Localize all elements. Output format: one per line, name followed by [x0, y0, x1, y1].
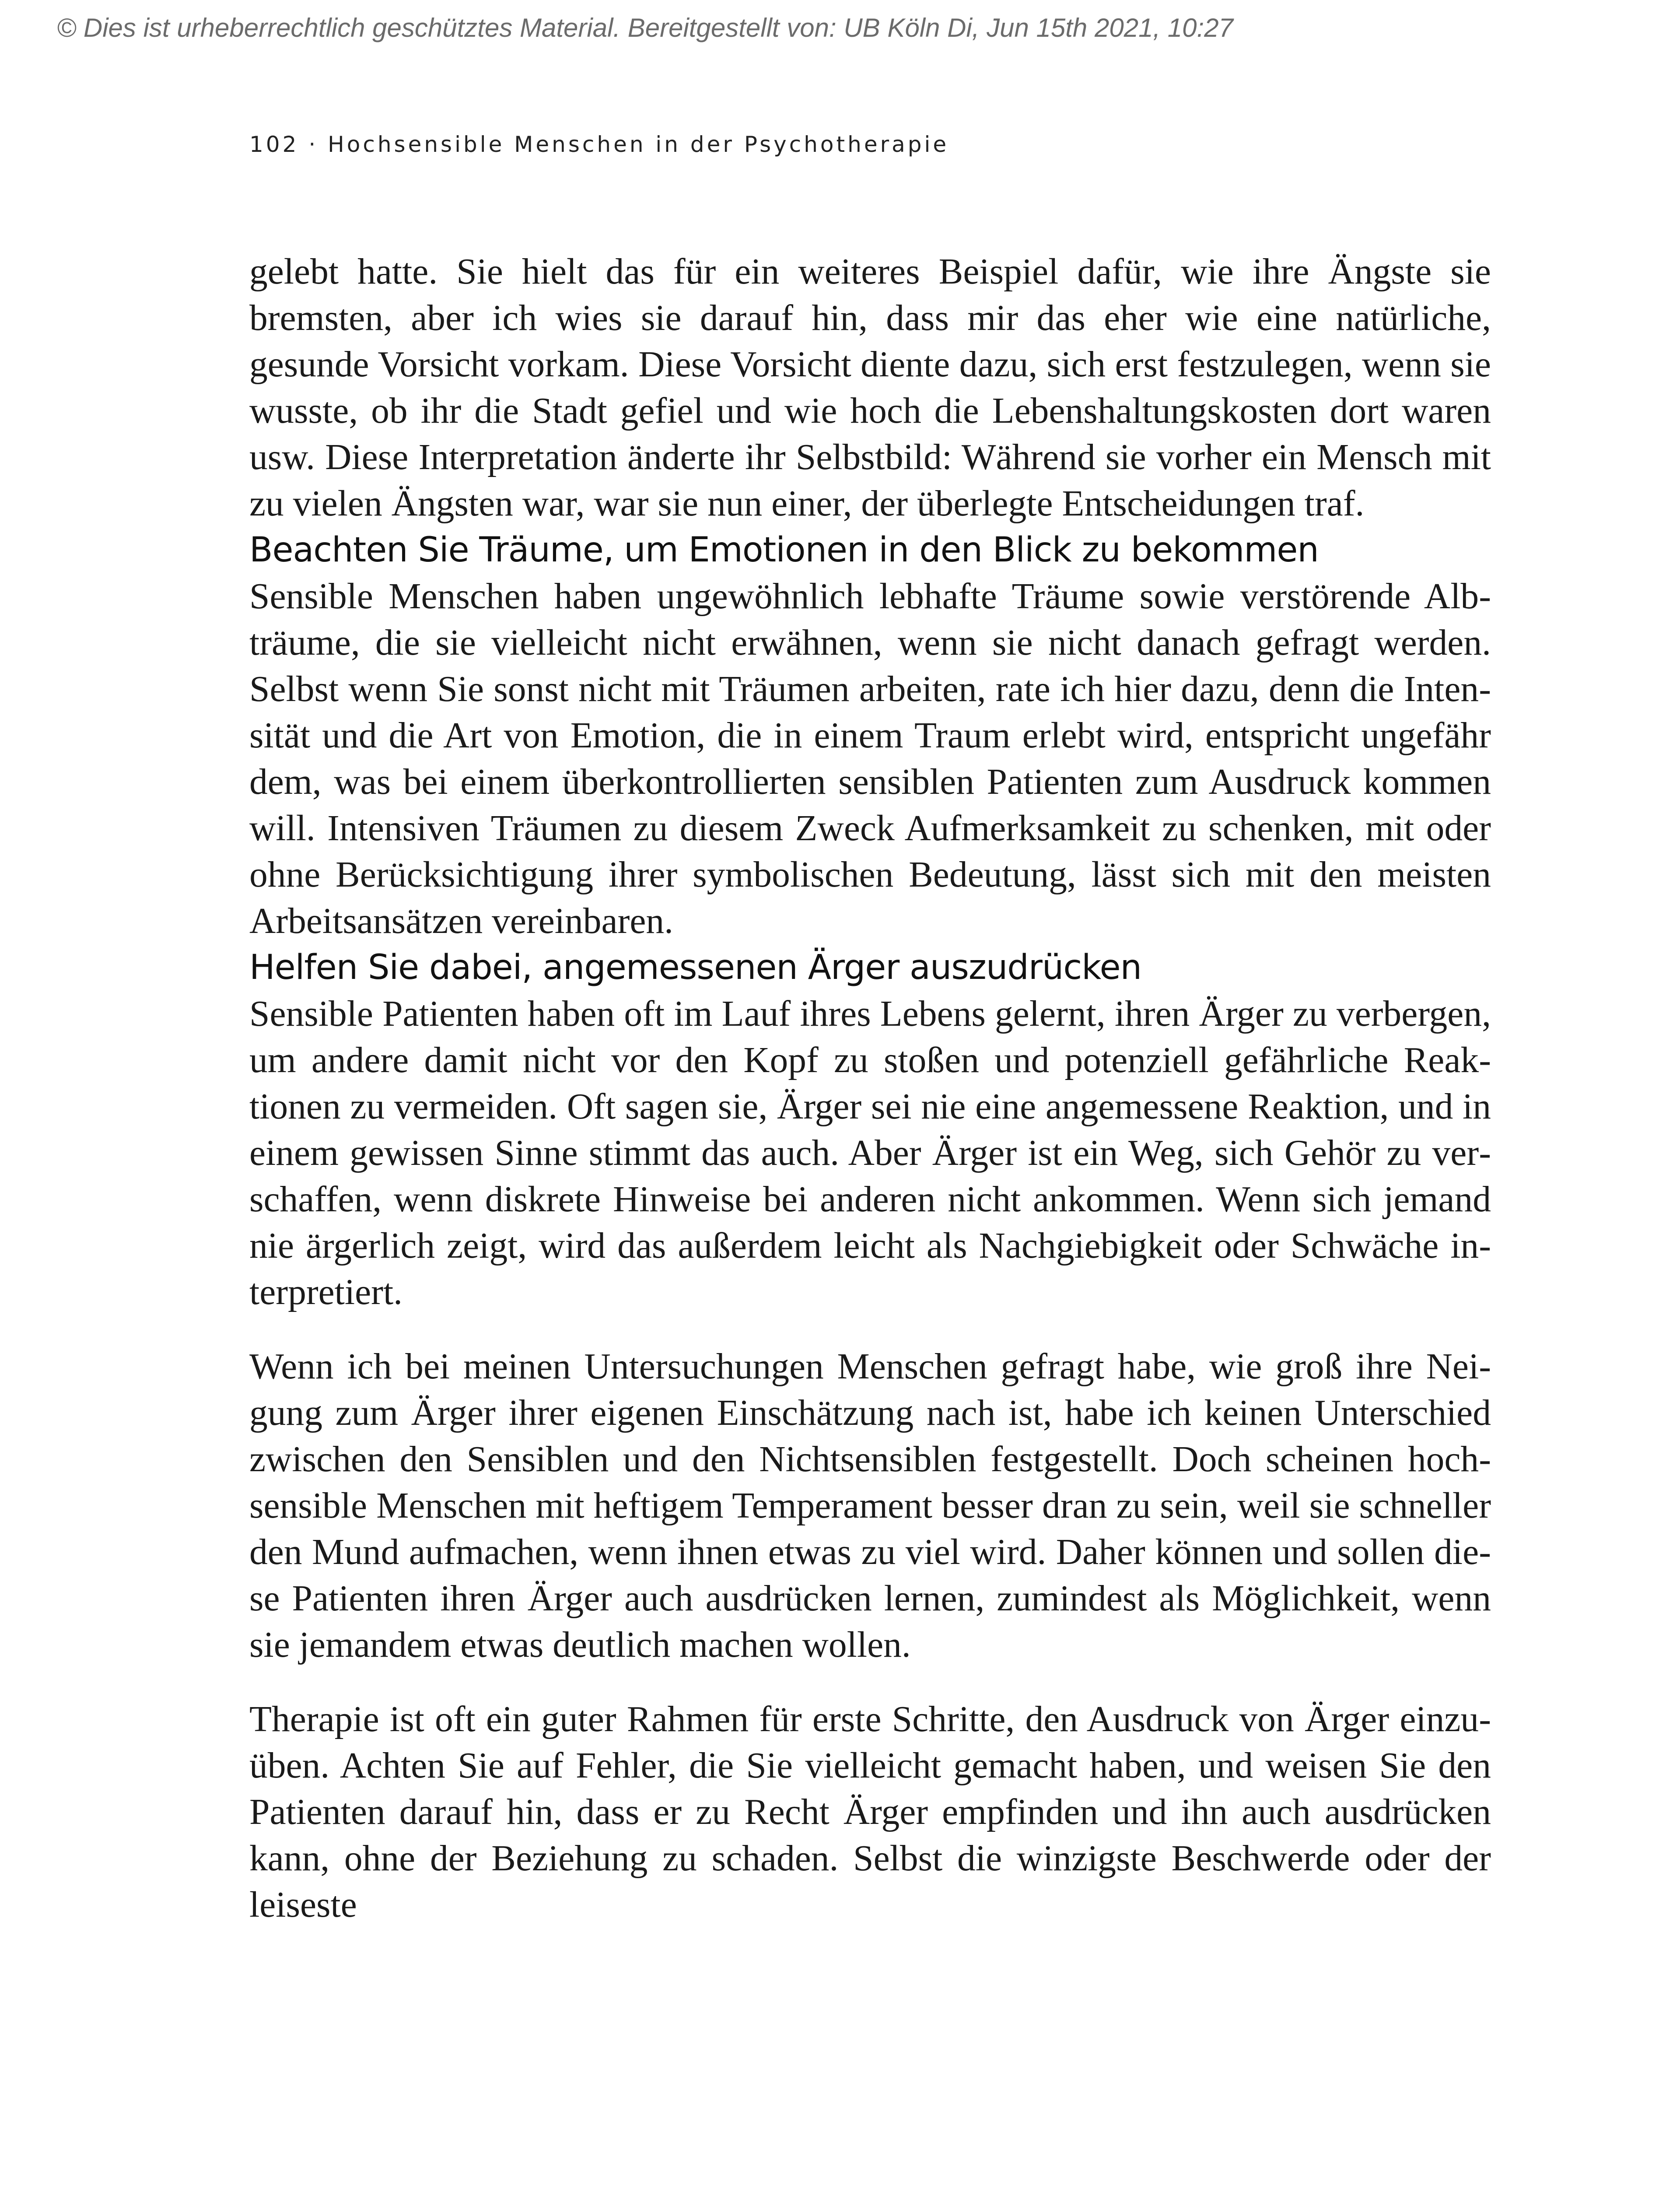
section-heading-anger: Helfen Sie dabei, angemessenen Ärger auszudrücken [249, 948, 1142, 987]
copyright-notice: © Dies ist urheberrechtlich geschütztes Material. Bereitgestellt von: UB Köln Di, Jun 15th 2021, 10:27 [57, 13, 1233, 42]
book-title: Hochsensible Menschen in der Psychotherapie [328, 132, 949, 157]
anger-paragraph-1: Sensible Patienten haben oft im Lauf ihres Lebens gelernt, ihren Ärger zu verbergen, um andere damit nicht vor den Kopf zu stoßen und potenziell gefährliche Reaktionen zu vermeiden. Oft sagen sie, Ärger sei nie eine angemessene Reaktion, und in einem gewissen Sinne stimmt das auch. Aber Ärger ist ein Weg, sich Gehör zu verschaffen, wenn diskrete Hinweise bei anderen nicht ankommen. Wenn sich jemand nie ärgerlich zeigt, wird das außerdem leicht als Nachgiebigkeit oder Schwäche interpretiert. [249, 994, 1491, 1312]
anger-paragraph-2: Wenn ich bei meinen Untersuchungen Menschen gefragt habe, wie groß ihre Neigung zum Ärger ihrer eigenen Einschätzung nach ist, habe ich keinen Unterschied zwischen den Sensiblen und den Nichtsensiblen festgestellt. Doch scheinen hochsensible Menschen mit heftigem Temperament besser dran zu sein, weil sie schneller den Mund aufmachen, wenn ihnen etwas zu viel wird. Daher können und sollen diese Patienten ihren Ärger auch ausdrücken lernen, zumindest als Möglichkeit, wenn sie jemandem etwas deutlich machen wollen. [249, 1346, 1491, 1665]
dreams-paragraph: Sensible Menschen haben ungewöhnlich lebhafte Träume sowie verstörende Albträume, die sie vielleicht nicht erwähnen, wenn sie nicht danach gefragt werden. Selbst wenn Sie sonst nicht mit Träumen arbeiten, rate ich hier dazu, denn die Intensität und die Art von Emotion, die in einem Traum erlebt wird, entspricht ungefähr dem, was bei einem überkontrollierten sensiblen Patienten zum Ausdruck kommen will. Intensiven Träumen zu diesem Zweck Aufmerksamkeit zu schenken, mit oder ohne Berücksichtigung ihrer symbolischen Bedeutung, lässt sich mit den meisten Arbeitsansätzen vereinbaren. [249, 576, 1491, 941]
page-number: 102 [249, 132, 299, 157]
anger-paragraph-3: Therapie ist oft ein guter Rahmen für erste Schritte, den Ausdruck von Ärger einzuüben. Achten Sie auf Fehler, die Sie vielleicht gemacht haben, und weisen Sie den Patienten darauf hin, dass er zu Recht Ärger empfinden und ihn auch ausdrücken kann, ohne der Beziehung zu schaden. Selbst die winzigste Beschwerde oder der leiseste [249, 1699, 1491, 1925]
page-body [249, 249, 1491, 1928]
section-heading-dreams: Beachten Sie Träume, um Emotionen in den Blick zu bekommen [249, 530, 1319, 570]
running-head-separator: · [308, 132, 318, 157]
intro-paragraph: gelebt hatte. Sie hielt das für ein weiteres Beispiel dafür, wie ihre Ängste sie bremsten, aber ich wies sie darauf hin, dass mir das eher wie eine natürliche, gesunde Vorsicht vorkam. Diese Vorsicht diente dazu, sich erst festzulegen, wenn sie wusste, ob ihr die Stadt gefiel und wie hoch die Lebenshaltungskosten dort waren usw. Diese Interpretation änderte ihr Selbstbild: Während sie vorher ein Mensch mit zu vielen Ängsten war, war sie nun einer, der überlegte Entscheidungen traf. [249, 252, 1491, 524]
running-head [249, 127, 949, 162]
